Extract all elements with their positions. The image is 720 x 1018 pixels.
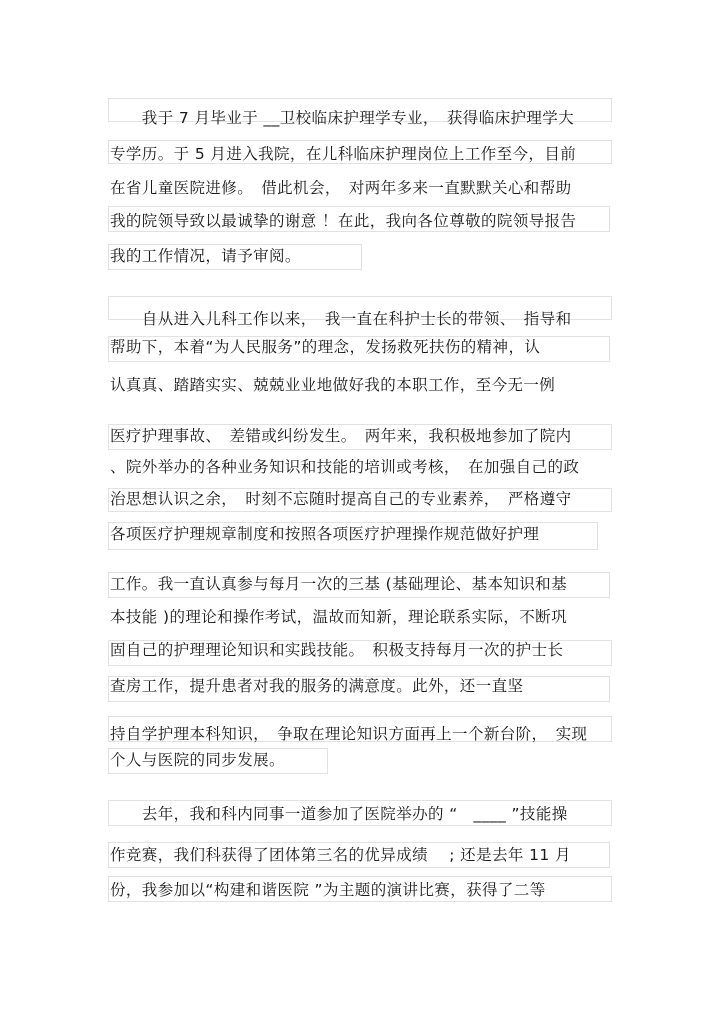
text-line: 认真真、踏踏实实、兢兢业业地做好我的本职工作，至今无一例 xyxy=(110,376,556,394)
text-line: 、院外举办的各种业务知识和技能的培训或考核， 在加强自己的政 xyxy=(110,458,580,476)
text-line: 各项医疗护理规章制度和按照各项医疗护理操作规范做好护理 xyxy=(110,525,540,543)
text-line: 在省儿童医院进修。 借此机会， 对两年多来一直默默关心和帮助 xyxy=(110,179,572,197)
text-line: 治思想认识之余， 时刻不忘随时提高自己的专业素养， 严格遵守 xyxy=(110,490,572,508)
text-line: 工作。我一直认真参与每月一次的三基 (基础理论、基本知识和基 xyxy=(110,575,567,593)
text-line: 我于 7 月毕业于 __卫校临床护理学专业， 获得临床护理学大 xyxy=(110,109,575,127)
text-line: 帮助下，本着“为人民服务”的理念，发扬救死扶伤的精神，认 xyxy=(110,338,541,356)
text-line: 我的院领导致以最诚挚的谢意 ！在此，我向各位尊敬的院领导报告 xyxy=(110,212,577,230)
text-line: 份，我参加以“构建和谐医院 ”为主题的演讲比赛，获得了二等 xyxy=(110,881,546,899)
text-line: 去年，我和科内同事一道参加了医院举办的 “ ____ ”技能操 xyxy=(110,805,568,823)
text-line: 医疗护理事故、 差错或纠纷发生。 两年来，我积极地参加了院内 xyxy=(110,427,572,445)
text-line: 个人与医院的同步发展。 xyxy=(110,751,285,769)
text-line: 专学历。于 5 月进入我院，在儿科临床护理岗位上工作至今，目前 xyxy=(110,145,577,163)
text-line: 自从进入儿科工作以来， 我一直在科护士长的带领、 指导和 xyxy=(110,310,572,328)
text-line: 作竞赛，我们科获得了团体第三名的优异成绩 ; 还是去年 11 月 xyxy=(110,846,571,864)
text-line: 持自学护理本科知识， 争取在理论知识方面再上一个新台阶， 实现 xyxy=(110,725,588,743)
text-line: 固自己的护理理论知识和实践技能。 积极支持每月一次的护士长 xyxy=(110,641,564,659)
text-line: 本技能 )的理论和操作考试，温故而知新，理论联系实际，不断巩 xyxy=(110,608,567,626)
text-line: 查房工作，提升患者对我的服务的满意度。此外，还一直坚 xyxy=(110,677,524,695)
text-line: 我的工作情况，请予审阅。 xyxy=(110,247,301,265)
